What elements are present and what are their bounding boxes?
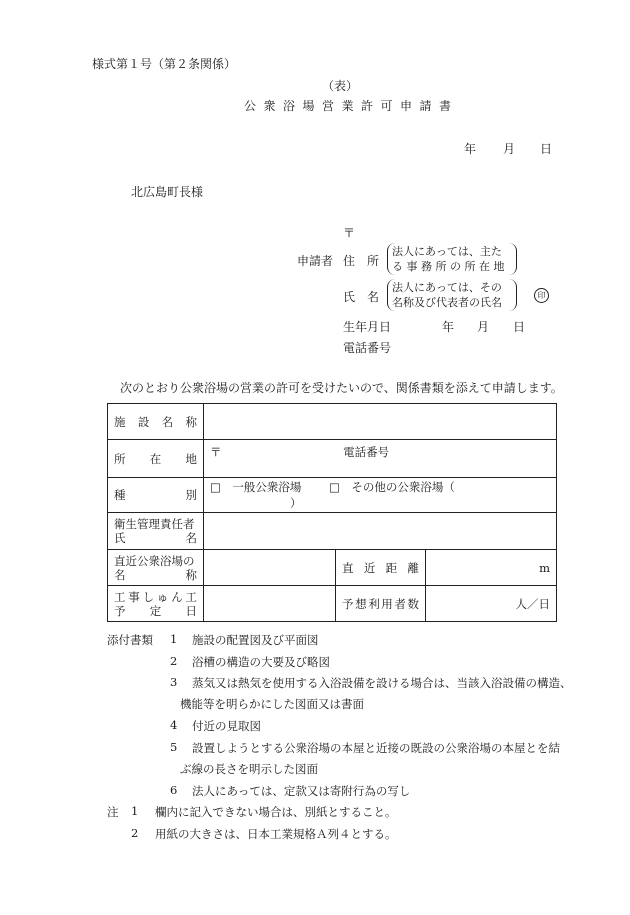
users-field[interactable]	[426, 586, 557, 622]
users-unit: 人／日	[515, 596, 550, 611]
side-label: （表）	[322, 79, 359, 93]
attachment-num: 6	[170, 783, 178, 797]
attachment-num: 3	[170, 675, 178, 689]
name-note-1: 法人にあっては、その	[392, 281, 502, 294]
row-type	[108, 478, 557, 513]
applicant-label: 申請者	[297, 254, 334, 268]
birth-day: 日	[513, 320, 526, 334]
location-label: 所 在 地	[114, 451, 197, 466]
nearest-bath-field[interactable]	[204, 550, 336, 586]
attachment-text: 施設の配置図及び平面図	[192, 633, 319, 647]
type-close-paren: ）	[290, 496, 302, 510]
birth-label: 生年月日	[343, 320, 392, 334]
users-label: 予 想 利 用 者 数	[342, 596, 419, 611]
statement: 次のとおり公衆浴場の営業の許可を受けたいので、関係書類を添えて申請します。	[120, 381, 563, 395]
address-label: 住 所	[343, 254, 380, 268]
facility-name-field[interactable]	[204, 404, 557, 440]
type-option-general[interactable]: □ 一般公衆浴場	[210, 480, 302, 494]
type-label: 種 別	[114, 488, 197, 502]
row-location	[108, 440, 557, 478]
application-table	[107, 403, 557, 622]
note-num: 1	[131, 804, 139, 818]
attachments-heading: 添付書類	[107, 633, 153, 647]
row-facility-name	[108, 404, 557, 440]
page-title: 公衆浴場営業許可申請書	[244, 99, 459, 113]
note-text: 用紙の大きさは、日本工業規格Ａ列４とする。	[155, 827, 397, 841]
birth-year: 年	[442, 320, 455, 334]
attachment-num: 1	[170, 632, 178, 646]
attachment-text: 蒸気又は熱気を使用する入浴設備を設ける場合は、当該入浴設備の構造、	[192, 676, 572, 690]
note-text: 欄内に記入できない場合は、別紙とすること。	[155, 805, 397, 819]
addressee: 北広島町長様	[131, 185, 204, 199]
facility-name-label: 施 設 名 称	[114, 414, 197, 429]
date-month: 月	[503, 142, 516, 156]
type-option-other[interactable]: □ その他の公衆浴場（	[329, 480, 455, 494]
location-postal: 〒	[210, 445, 222, 459]
attachment-num: 5	[170, 740, 178, 754]
postal-mark: 〒	[343, 226, 356, 240]
location-field[interactable]	[204, 440, 557, 478]
distance-label: 直 近 距 離	[342, 560, 419, 575]
address-note-2: る 事 務 所 の 所 在 地	[392, 260, 505, 273]
attachment-num: 4	[170, 718, 178, 732]
name-label: 氏 名	[343, 290, 380, 304]
birth-month: 月	[477, 320, 490, 334]
applicant-phone-label: 電話番号	[343, 341, 392, 355]
row-manager	[108, 513, 557, 550]
note-num: 2	[131, 826, 139, 840]
attachment-text: 法人にあっては、定款又は寄附行為の写し	[192, 784, 411, 798]
completion-date-field[interactable]	[204, 586, 336, 622]
address-note-1: 法人にあっては、主た	[392, 245, 502, 258]
manager-field[interactable]	[204, 513, 557, 550]
attachment-num: 2	[170, 654, 178, 668]
name-note-2: 名称及び代表者の氏名	[392, 296, 502, 309]
date-day: 日	[540, 142, 553, 156]
attachment-text: 付近の見取図	[192, 719, 261, 733]
nearest-bath-label: 直近公衆浴場の 名 称	[114, 553, 197, 582]
manager-label: 衛生管理責任者 氏 名	[114, 517, 197, 545]
row-completion	[108, 586, 557, 622]
attachment-text-cont: ぶ線の長さを明示した図面	[180, 762, 318, 776]
notes-heading: 注	[107, 805, 119, 819]
attachment-text-cont: 機能等を明らかにした図面又は書面	[180, 697, 364, 711]
attachment-text: 浴槽の構造の大要及び略図	[192, 655, 330, 669]
form-id: 様式第１号（第２条関係）	[92, 57, 237, 71]
attachment-text: 設置しようとする公衆浴場の本屋と近接の既設の公衆浴場の本屋とを結	[192, 741, 560, 755]
distance-unit: m	[539, 560, 550, 575]
row-nearest	[108, 550, 557, 586]
date-year: 年	[464, 142, 477, 156]
type-field[interactable]	[204, 478, 557, 513]
completion-label: 工 事 し ゅ ん 工 予 定 日	[114, 589, 197, 618]
distance-field[interactable]	[426, 550, 557, 586]
seal-mark: 印	[534, 288, 549, 303]
location-phone-label: 電話番号	[343, 445, 390, 459]
